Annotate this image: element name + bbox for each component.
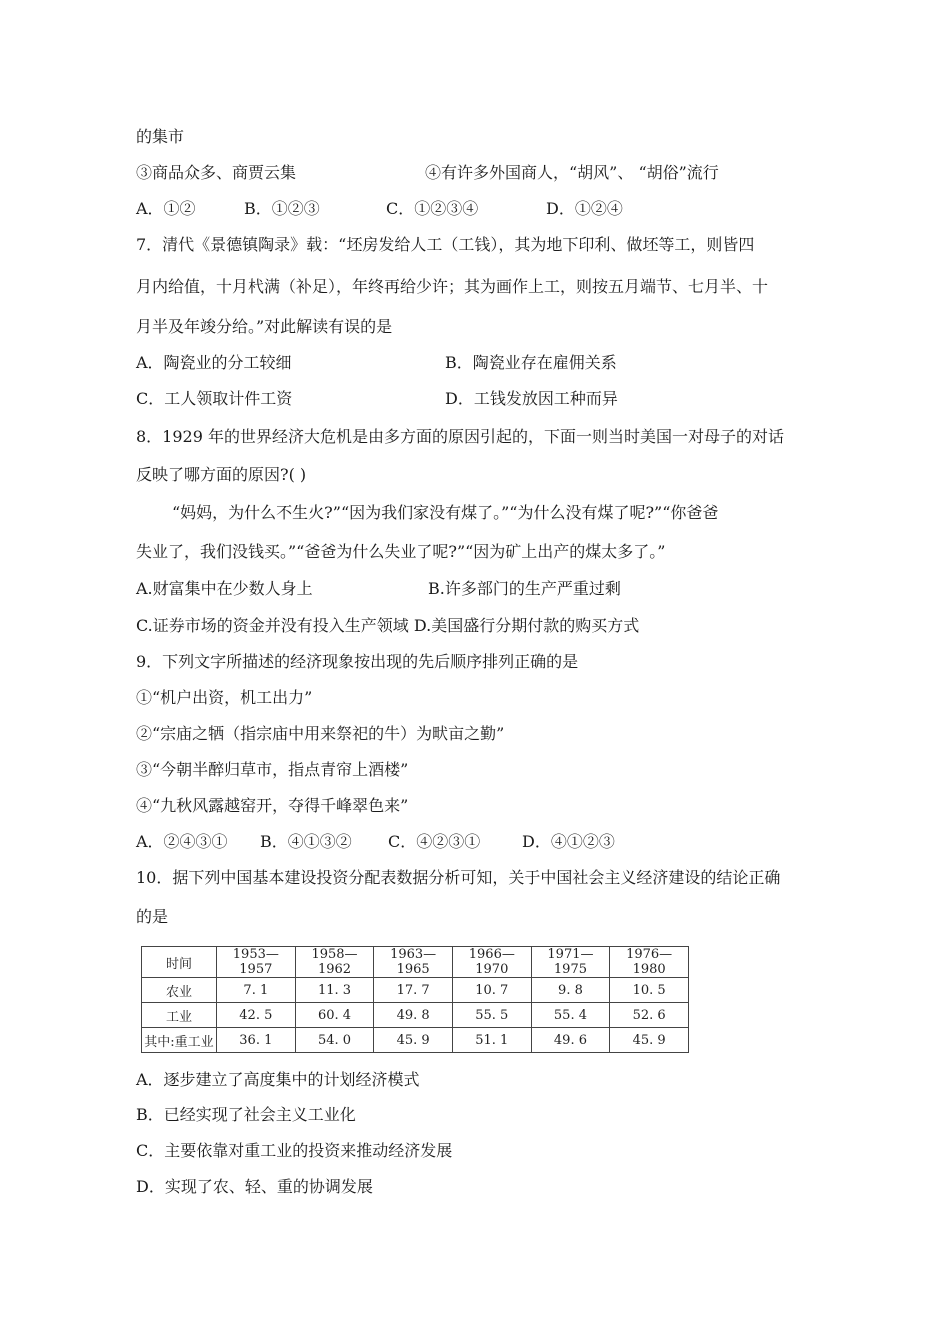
table-row	[142, 1028, 689, 1053]
q6-answer-a: A．①②	[136, 199, 196, 218]
table-cell: 45. 9	[374, 1028, 453, 1053]
q7-stem-line1: 7．清代《景德镇陶录》载：“坯房发给人工（工钱），其为地下印利、做坯等工，则皆四	[136, 235, 755, 254]
q7-stem-line3: 月半及年竣分给。”对此解读有误的是	[136, 317, 393, 336]
q8-dialogue-line1: “妈妈，为什么不生火?”“因为我们家没有煤了。”“为什么没有煤了呢?”“你爸爸	[172, 503, 719, 522]
q7-answer-b: B．陶瓷业存在雇佣关系	[445, 353, 617, 372]
q8-stem-line1: 8．1929 年的世界经济大危机是由多方面的原因引起的，下面一则当时美国一对母子的对话	[136, 427, 784, 446]
table-cell: 60. 4	[295, 1003, 374, 1028]
q7-answer-a: A．陶瓷业的分工较细	[136, 353, 292, 372]
q7-answer-c: C．工人领取计件工资	[136, 389, 293, 408]
table-cell: 36. 1	[217, 1028, 296, 1053]
q10-stem-line1: 10．据下列中国基本建设投资分配表数据分析可知，关于中国社会主义经济建设的结论正确	[136, 868, 781, 887]
q10-answer-d: D．实现了农、轻、重的协调发展	[136, 1177, 373, 1196]
q9-item-1: ①“机户出资，机工出力”	[136, 688, 313, 707]
table-cell: 其中:重工业	[142, 1028, 217, 1053]
table-cell: 49. 8	[374, 1003, 453, 1028]
q7-stem-line2: 月内给值，十月杙满（补足），年终再给少许；其为画作上工，则按五月端节、七月半、十	[136, 277, 769, 296]
q7-answer-d: D．工钱发放因工种而异	[445, 389, 618, 408]
table-cell: 7. 1	[217, 978, 296, 1003]
q8-dialogue-line2: 失业了，我们没钱买。”“爸爸为什么失业了呢?”“因为矿上出产的煤太多了。”	[136, 542, 666, 561]
q9-item-2: ②“宗庙之牺（指宗庙中用来祭祀的牛）为畎亩之勤”	[136, 724, 505, 743]
q8-answer-b: B.许多部门的生产严重过剩	[428, 579, 621, 598]
table-cell: 11. 3	[295, 978, 374, 1003]
table-header-row	[142, 947, 689, 978]
q6-option-3: ③商品众多、商贾云集	[136, 163, 297, 182]
table-cell: 49. 6	[531, 1028, 610, 1053]
table-cell: 10. 5	[610, 978, 689, 1003]
q9-answer-c: C．④②③①	[388, 832, 481, 851]
q6-continued-text: 的集市	[136, 127, 185, 146]
table-header-cell: 时间	[142, 947, 217, 978]
q8-answer-cd: C.证券市场的资金并没有投入生产领域 D.美国盛行分期付款的购买方式	[136, 616, 640, 635]
q6-answer-d: D．①②④	[546, 199, 623, 218]
table-cell: 10. 7	[452, 978, 531, 1003]
table-cell: 42. 5	[217, 1003, 296, 1028]
table-cell: 55. 5	[452, 1003, 531, 1028]
table-header-cell: 1953—1957	[217, 947, 296, 978]
q10-answer-b: B．已经实现了社会主义工业化	[136, 1105, 356, 1124]
q6-option-4: ④有许多外国商人，“胡风”、 “胡俗”流行	[425, 163, 719, 182]
q8-stem-line2: 反映了哪方面的原因?( )	[136, 465, 307, 484]
table-row	[142, 978, 689, 1003]
q9-item-3: ③“今朝半醉归草市，指点青帘上酒楼”	[136, 760, 409, 779]
table-cell: 工业	[142, 1003, 217, 1028]
table-header-cell: 1971—1975	[531, 947, 610, 978]
q9-answer-d: D．④①②③	[522, 832, 615, 851]
table-header-cell: 1966—1970	[452, 947, 531, 978]
investment-table	[141, 946, 689, 1053]
q8-answer-a: A.财富集中在少数人身上	[136, 579, 313, 598]
table-header-cell: 1976—1980	[610, 947, 689, 978]
q10-answer-c: C．主要依靠对重工业的投资来推动经济发展	[136, 1141, 453, 1160]
q9-stem: 9．下列文字所描述的经济现象按出现的先后顺序排列正确的是	[136, 652, 579, 671]
q6-answer-b: B．①②③	[244, 199, 320, 218]
table-cell: 9. 8	[531, 978, 610, 1003]
table-cell: 55. 4	[531, 1003, 610, 1028]
table-cell: 51. 1	[452, 1028, 531, 1053]
table-cell: 农业	[142, 978, 217, 1003]
table-cell: 45. 9	[610, 1028, 689, 1053]
table-cell: 17. 7	[374, 978, 453, 1003]
table-cell: 54. 0	[295, 1028, 374, 1053]
table-header-cell: 1963—1965	[374, 947, 453, 978]
table-cell: 52. 6	[610, 1003, 689, 1028]
q6-answer-c: C．①②③④	[386, 199, 479, 218]
q10-answer-a: A．逐步建立了高度集中的计划经济模式	[136, 1070, 420, 1089]
table-row	[142, 1003, 689, 1028]
table-header-cell: 1958—1962	[295, 947, 374, 978]
q9-answer-b: B．④①③②	[260, 832, 352, 851]
q9-answer-a: A．②④③①	[136, 832, 228, 851]
q10-stem-line2: 的是	[136, 907, 169, 926]
q9-item-4: ④“九秋风露越窑开，夺得千峰翠色来”	[136, 796, 409, 815]
